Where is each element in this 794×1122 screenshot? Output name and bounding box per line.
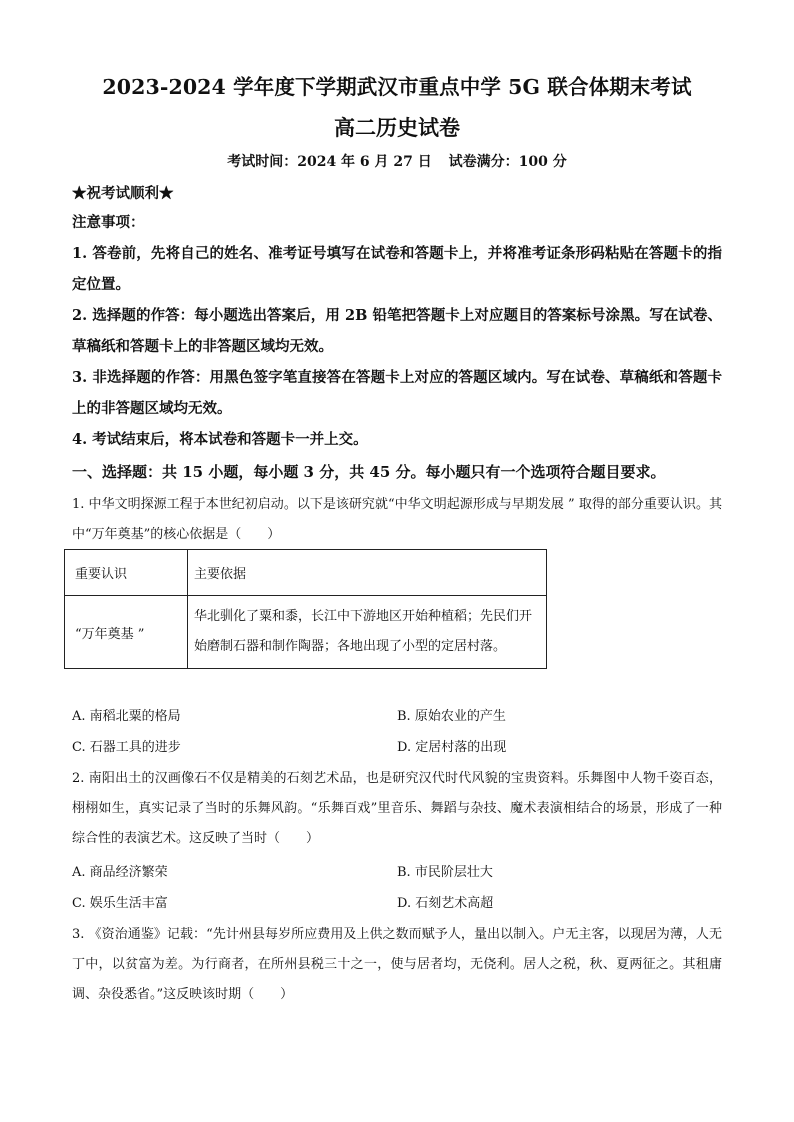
note-item: 1. 答卷前，先将自己的姓名、准考证号填写在试卷和答题卡上，并将准考证条形码粘贴在答题卡的指定位置。 <box>72 245 722 293</box>
question-3-stem: 3. 《资治通鉴》记载：“先计州县每岁所应费用及上供之数而赋予人，量出以制入。户无主客，以现居为薄，人无丁中，以贫富为差。为行商者，在所州县税三十之一，使与居者均，无侥利。居人之税，秋、夏两征之。其租庸调、杂役悉省。”这反映该时期（ ） <box>72 927 722 1002</box>
notes-title: 注意事项： <box>72 214 145 231</box>
note-item: 2. 选择题的作答：每小题选出答案后，用 2B 铅笔把答题卡上对应题目的答案标号涂黑。写在试卷、草稿纸和答题卡上的非答题区域均无效。 <box>72 307 722 355</box>
table-cell: 华北驯化了粟和黍，长江中下游地区开始种植稻；先民们开始磨制石器和制作陶器；各地出现了小型的定居村落。 <box>188 596 547 669</box>
note-item: 4. 考试结束后，将本试卷和答题卡一并上交。 <box>72 431 368 448</box>
question-1-stem: 1. 中华文明探源工程于本世纪初启动。以下是该研究就“中华文明起源形成与早期发展 ” 取得的部分重要认识。其中“万年奠基”的核心依据是（ ） <box>72 497 722 542</box>
exam-info <box>0 151 794 171</box>
full-score: 试卷满分：100 分 <box>448 154 567 170</box>
good-luck-wish: ★祝考试顺利★ <box>72 185 174 202</box>
question-1-table <box>64 549 547 669</box>
option-d[interactable]: D. 石刻艺术高超 <box>397 896 494 911</box>
exam-time: 考试时间：2024 年 6 月 27 日 <box>227 154 432 170</box>
question-2-stem: 2. 南阳出土的汉画像石不仅是精美的石刻艺术品，也是研究汉代时代风貌的宝贵资料。乐舞图中人物千姿百态，栩栩如生，真实记录了当时的乐舞风韵。“乐舞百戏”里音乐、舞蹈与杂技、魔术表演相结合的场景，形成了一种综合性的表演艺术。这反映了当时（ ） <box>72 771 722 846</box>
table-row <box>65 596 547 669</box>
exam-title: 2023-2024 学年度下学期武汉市重点中学 5G 联合体期末考试 <box>102 75 692 99</box>
table-header-row <box>65 550 547 596</box>
option-a[interactable]: A. 商品经济繁荣 <box>72 865 168 880</box>
option-b[interactable]: B. 原始农业的产生 <box>397 709 506 724</box>
option-c[interactable]: C. 石器工具的进步 <box>72 740 181 755</box>
table-cell: “万年奠基 ” <box>65 596 188 669</box>
table-header-cell: 主要依据 <box>188 550 547 596</box>
option-a[interactable]: A. 南稻北粟的格局 <box>72 709 181 724</box>
table-header-cell: 重要认识 <box>65 550 188 596</box>
option-d[interactable]: D. 定居村落的出现 <box>397 740 507 755</box>
exam-subtitle: 高二历史试卷 <box>334 115 460 140</box>
option-b[interactable]: B. 市民阶层壮大 <box>397 865 493 880</box>
note-item: 3. 非选择题的作答：用黑色签字笔直接答在答题卡上对应的答题区域内。写在试卷、草稿纸和答题卡上的非答题区域均无效。 <box>72 369 722 417</box>
option-c[interactable]: C. 娱乐生活丰富 <box>72 896 168 911</box>
section-heading: 一、选择题：共 15 小题，每小题 3 分，共 45 分。每小题只有一个选项符合题目要求。 <box>72 463 666 481</box>
